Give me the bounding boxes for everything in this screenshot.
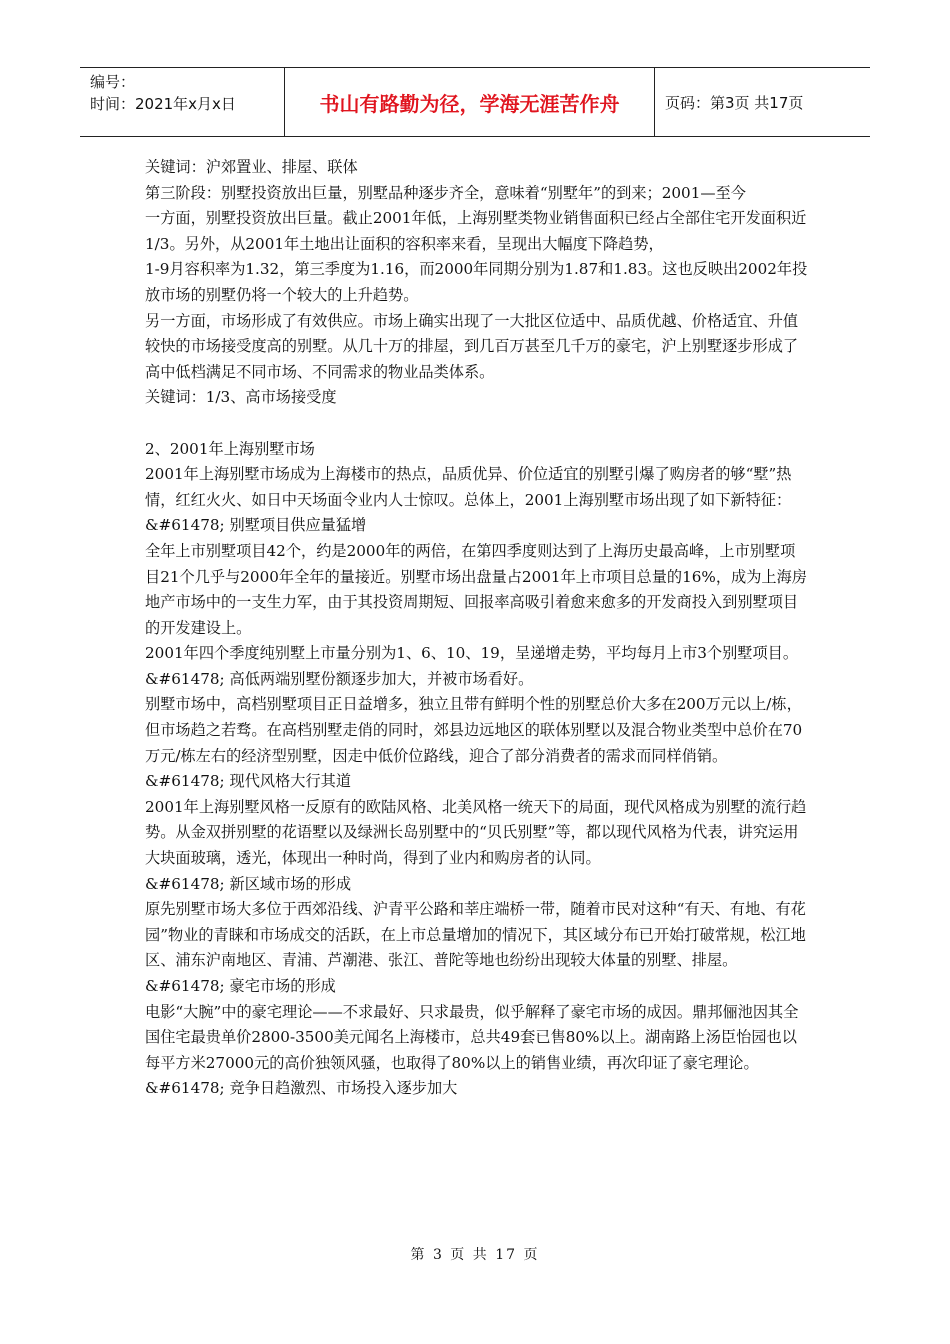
paragraph: 2001年上海别墅市场成为上海楼市的热点，品质优异、价位适宜的别墅引爆了购房者的够“墅”热情，红红火火、如日中天场面令业内人士惊叹。总体上，2001上海别墅市场出现了如下新特征： — [145, 465, 792, 509]
bullet-heading: &#61478; 高低两端别墅份额逐步加大，并被市场看好。 — [145, 669, 534, 688]
bullet-heading: &#61478; 现代风格大行其道 — [145, 772, 352, 791]
document-body — [145, 155, 810, 1102]
bullet-heading: &#61478; 别墅项目供应量猛增 — [145, 516, 367, 535]
number-label: 编号： — [90, 73, 136, 91]
paragraph: 另一方面，市场形成了有效供应。市场上确实出现了一大批区位适中、品质优越、价格适宜、升值较快的市场接受度高的别墅。从几十万的排屋，到几百万甚至几千万的豪宅，沪上别墅逐步形成了高中低档满足不同市场、不同需求的物业品类体系。 — [145, 311, 799, 381]
bullet-heading: &#61478; 新区域市场的形成 — [145, 874, 352, 893]
page-footer: 第 3 页 共 17 页 — [410, 1247, 540, 1263]
page-header — [80, 67, 870, 137]
paragraph: 2001年上海别墅风格一反原有的欧陆风格、北美风格一统天下的局面，现代风格成为别墅的流行趋势。从金双拼别墅的花语墅以及绿洲长岛别墅中的“贝氏别墅”等，都以现代风格为代表，讲究运用大块面玻璃，透光，体现出一种时尚，得到了业内和购房者的认同。 — [145, 797, 807, 868]
page-info: 页码：第3页 共17页 — [665, 93, 804, 112]
paragraph: 电影“大腕”中的豪宅理论——不求最好、只求最贵，似乎解释了豪宅市场的成因。鼎邦俪池因其全国住宅最贵单价2800-3500美元闻名上海楼市，总共49套已售80%以上。湖南路上汤臣怡园也以每平方米27000元的高价独领风骚，也取得了80%以上的销售业绩，再次印证了豪宅理论。 — [145, 1002, 799, 1072]
paragraph: 第三阶段：别墅投资放出巨量，别墅品种逐步齐全，意味着“别墅年”的到来；2001—至今 — [145, 183, 746, 202]
paragraph: 2001年四个季度纯别墅上市量分别为1、6、10、19，呈递增走势，平均每月上市3个别墅项目。 — [145, 644, 799, 663]
paragraph: 关键词：1/3、高市场接受度 — [145, 388, 337, 407]
section-heading: 2、2001年上海别墅市场 — [145, 439, 315, 458]
paragraph: 全年上市别墅项目42个，约是2000年的两倍，在第四季度则达到了上海历史最高峰，上市别墅项目21个几乎与2000年全年的量接近。别墅市场出盘量占2001年上市项目总量的16%，成为上海房地产市场中的一支生力军，由于其投资周期短、回报率高吸引着愈来愈多的开发商投入到别墅项目的开发建设上。 — [145, 541, 807, 637]
header-page-cell — [655, 68, 870, 136]
bullet-heading: &#61478; 竞争日趋激烈、市场投入逐步加大 — [145, 1079, 458, 1098]
header-motto-cell — [285, 68, 655, 136]
paragraph: 原先别墅市场大多位于西郊沿线、沪青平公路和莘庄端桥一带，随着市民对这种“有天、有地、有花园”物业的青睐和市场成交的活跃，在上市总量增加的情况下，其区域分布已开始打破常规，松江地区、浦东沪南地区、青浦、芦潮港、张江、普陀等地也纷纷出现较大体量的别墅、排屋。 — [145, 900, 806, 970]
paragraph: 关键词：沪郊置业、排屋、联体 — [145, 158, 358, 176]
motto: 书山有路勤为径，学海无涯苦作舟 — [319, 91, 620, 116]
header-left-cell — [80, 68, 285, 136]
paragraph: 一方面，别墅投资放出巨量。截止2001年低，上海别墅类物业销售面积已经占全部住宅开发面积近1/3。另外，从2001年土地出让面积的容积率来看，呈现出大幅度下降趋势， — [145, 209, 807, 253]
paragraph: 1-9月容积率为1.32，第三季度为1.16，而2000年同期分别为1.87和1.83。这也反映出2002年投放市场的别墅仍将一个较大的上升趋势。 — [145, 260, 808, 304]
time-label: 时间：2021年x月x日 — [90, 95, 236, 113]
bullet-heading: &#61478; 豪宅市场的形成 — [145, 977, 336, 995]
paragraph: 别墅市场中，高档别墅项目正日益增多，独立且带有鲜明个性的别墅总价大多在200万元以上/栋，但市场趋之若骛。在高档别墅走俏的同时，郊县边远地区的联体别墅以及混合物业类型中总价在70万元/栋左右的经济型别墅，因走中低价位路线，迎合了部分消费者的需求而同样俏销。 — [145, 695, 803, 765]
blank-line — [145, 411, 810, 437]
